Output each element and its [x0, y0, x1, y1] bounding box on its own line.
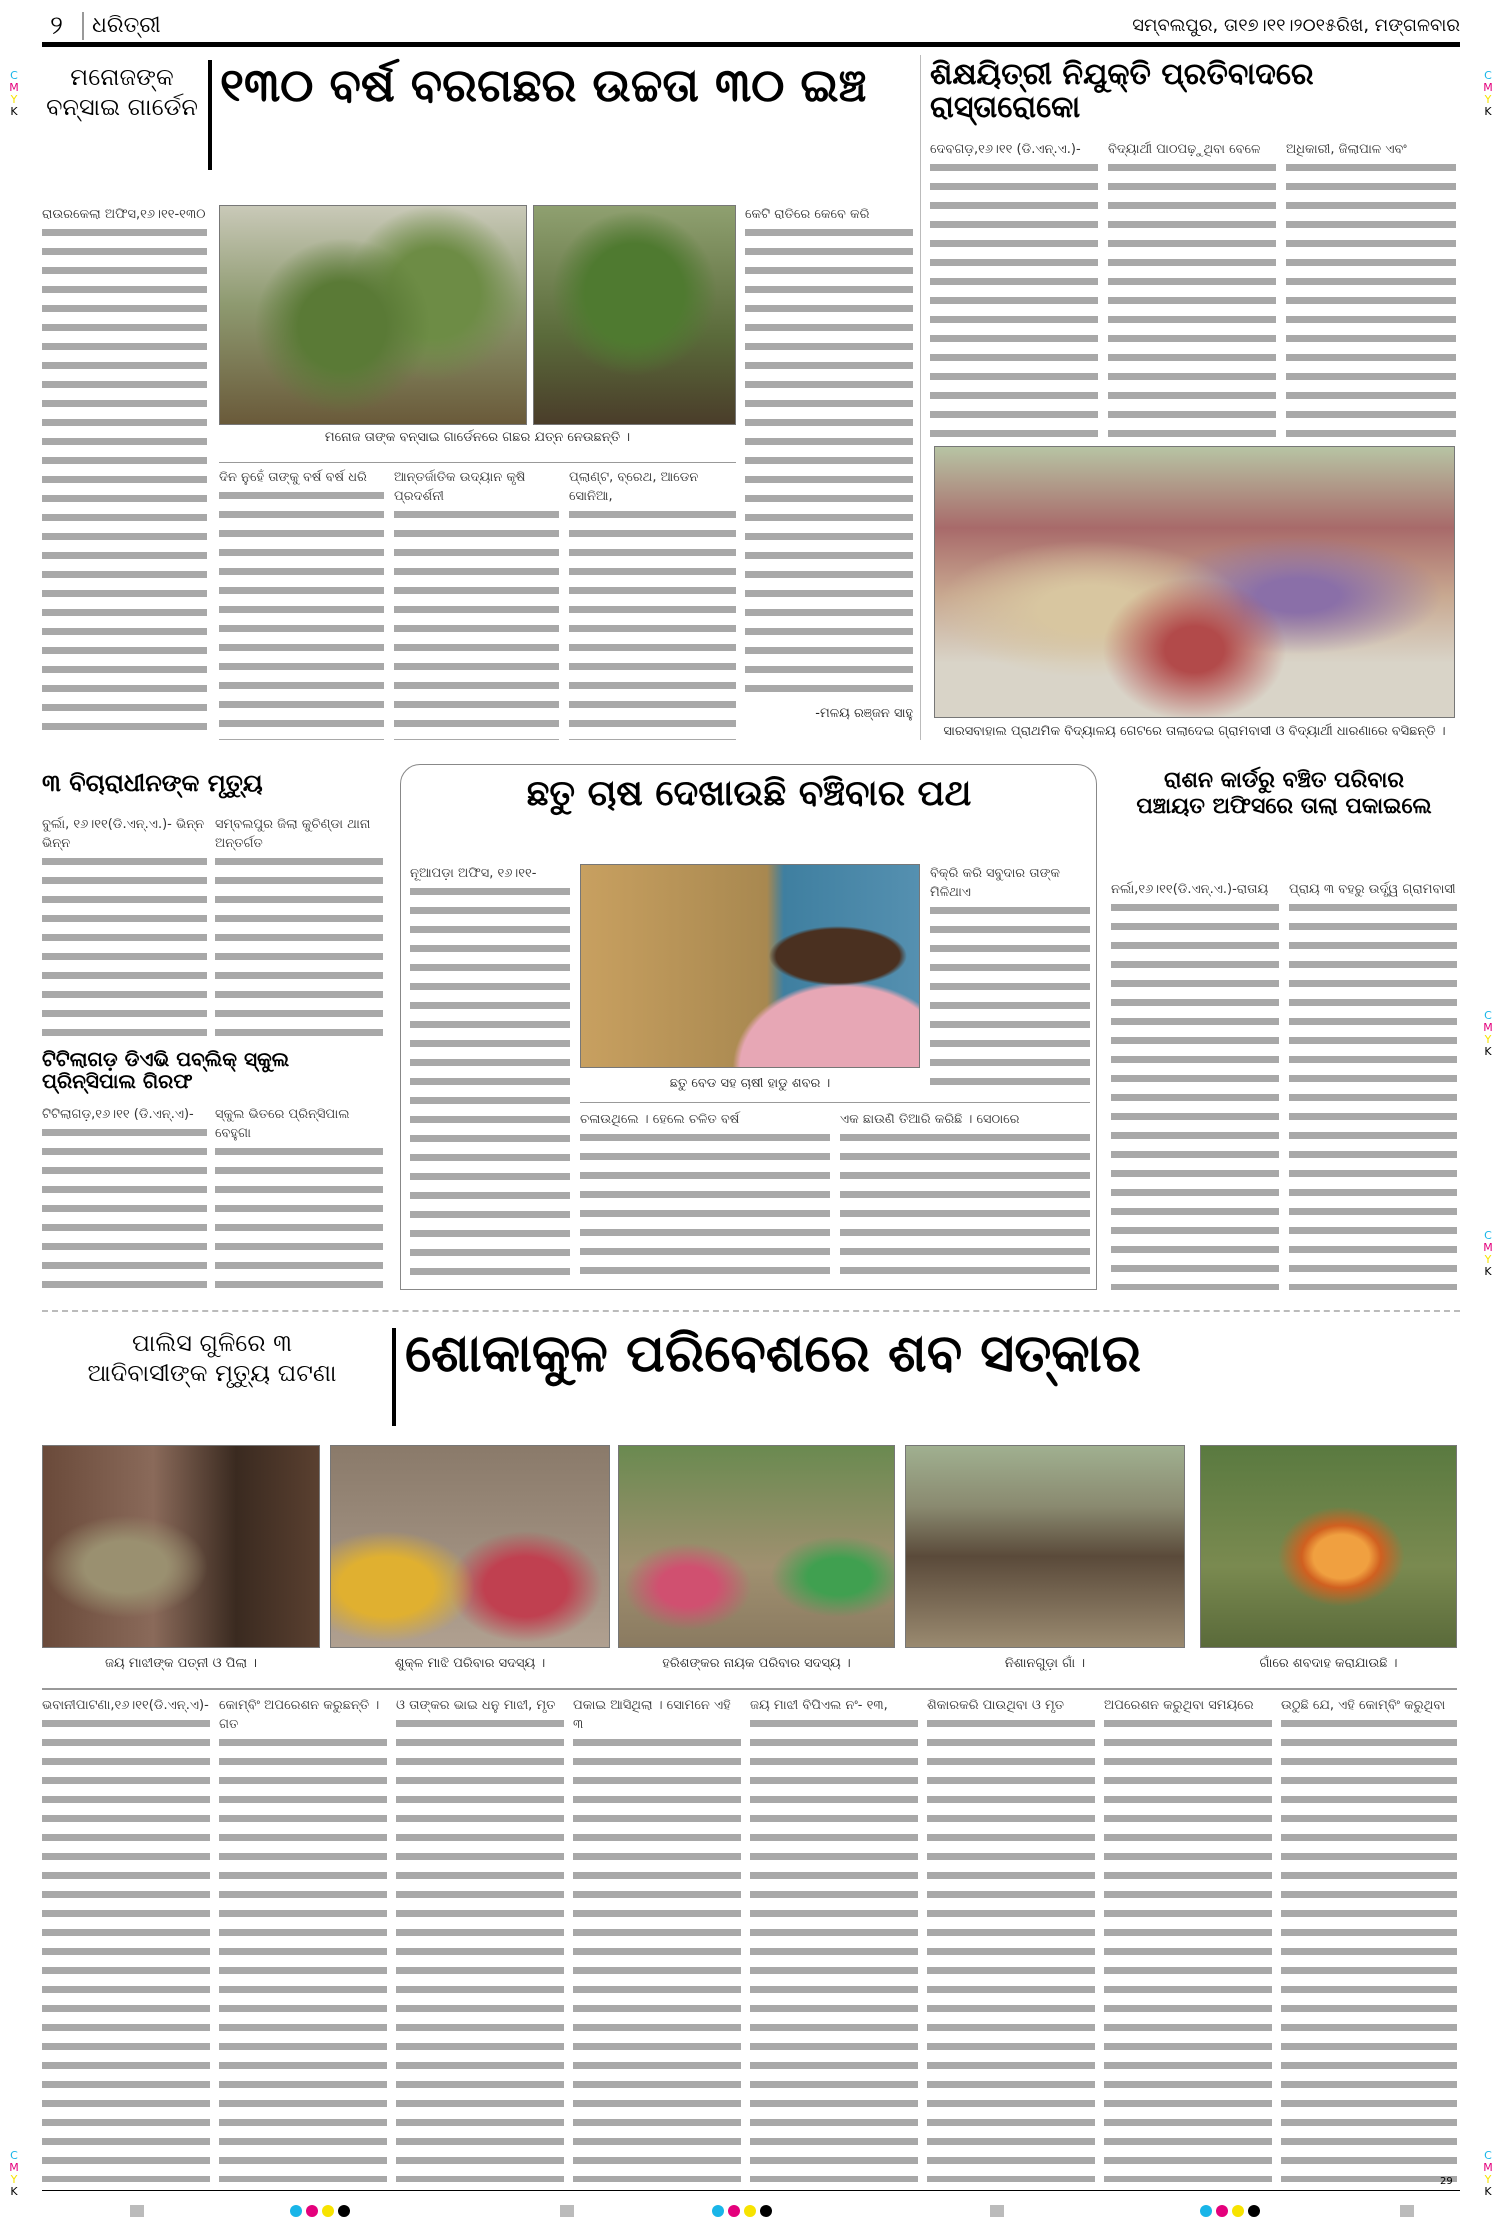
footer-rule	[42, 2190, 1460, 2191]
story5-caption: ଛତୁ ବେଡ ସହ ଚାଷୀ ହାଡୁ ଶବର ।	[669, 1076, 831, 1091]
story7-kicker-line2: ଆଦିବାସୀଙ୍କ ମୃତ୍ୟୁ ଘଟଣା	[87, 1359, 337, 1387]
story7-kicker-bar	[392, 1328, 396, 1426]
story1-kicker	[42, 62, 202, 122]
color-bar-dot	[1248, 2205, 1260, 2217]
story1-body-col3: ଆନ୍ତର୍ଜାତିକ ଉଦ୍ୟାନ କୃଷି ପ୍ରଦର୍ଶନୀ	[394, 468, 559, 740]
story6-headline-line1: ରାଶନ କାର୍ଡରୁ ବଞ୍ଚିତ ପରିବାର	[1163, 768, 1405, 793]
story2-body-col2: ବିଦ୍ୟାର୍ଥୀ ପାଠପଢ଼ୁଥିବା ବେଳେ	[1108, 140, 1276, 438]
cmyk-registration-mark: C M Y K	[1483, 1009, 1493, 1058]
caption-rule	[42, 1688, 1457, 1690]
section-divider	[42, 1310, 1460, 1312]
story1-kicker-bar	[208, 60, 212, 170]
story7-body-col5: ଜୟ ମାଝୀ ବିପିଏଲ ନଂ- ୧୩,	[750, 1696, 918, 2182]
story2-photo-protest	[934, 446, 1455, 718]
story7-kicker-line1: ପାଲିସ ଗୁଳିରେ ୩	[131, 1329, 293, 1357]
header-rule	[42, 42, 1460, 47]
section-name: ଧରିତ୍ରୀ	[92, 13, 161, 38]
story5-body-col3: ଚଳାଉଥିଲେ । ହେଲେ ଚଳିତ ବର୍ଷ	[580, 1110, 830, 1285]
story6-headline	[1111, 768, 1457, 820]
color-bar-dot	[712, 2205, 724, 2217]
dateline: ସମ୍ବଲପୁର, ତା୧୭।୧୧।୨୦୧୫ରିଖ, ମଙ୍ଗଳବାର	[1132, 15, 1460, 36]
gray-patch	[990, 2205, 1004, 2217]
color-bar-dot	[728, 2205, 740, 2217]
color-bar-dot	[1232, 2205, 1244, 2217]
story6-body-col2: ପ୍ରାୟ ୩ ବହରୁ ଉର୍ଦ୍ଧ୍ୱ ଗ୍ରାମବାସୀ	[1289, 880, 1457, 1290]
story5-body-col2: ବିକ୍ରି କରି ସବୁଦାର ତାଙ୍କ ମିଳିଥାଏ	[930, 864, 1090, 1092]
story7-body-col8: ଉଠୁଛି ଯେ, ଏହି କୋମ୍ବିଂ କରୁଥିବା	[1281, 1696, 1457, 2182]
caption-rule	[219, 462, 736, 463]
cmyk-registration-mark: C M Y K	[1483, 1229, 1493, 1278]
story7-body-col3: ଓ ତାଙ୍କର ଭାଇ ଧନୁ ମାଝୀ, ମୃତ	[396, 1696, 564, 2182]
story7-body-col7: ଅପରେଶନ କରୁଥିବା ସମୟରେ	[1104, 1696, 1272, 2182]
color-bar-dot	[1216, 2205, 1228, 2217]
story2-body-col1: ଦେବଗଡ଼,୧୬।୧୧ (ଡି.ଏନ୍.ଏ.)-	[930, 140, 1098, 438]
story2-headline: ଶିକ୍ଷୟିତ୍ରୀ ନିଯୁକ୍ତି ପ୍ରତିବାଦରେ ରାସ୍ତାରୋକୋ	[930, 57, 1314, 125]
story7-photo-3	[618, 1445, 895, 1648]
story7-photo-4	[905, 1445, 1185, 1648]
story1-kicker-line1: ମନୋଜଙ୍କ	[70, 63, 174, 91]
cmyk-registration-mark: C M Y K	[1483, 2149, 1493, 2198]
color-bar-dot	[290, 2205, 302, 2217]
gray-patch	[560, 2205, 574, 2217]
story3-body-col1: ବୁର୍ଲା, ୧୬।୧୧(ଡି.ଏନ୍.ଏ.)- ଭିନ୍ନ ଭିନ୍ନ	[42, 815, 207, 1040]
story-divider	[920, 55, 921, 740]
story7-body-col1: ଭବାନୀପାଟଣା,୧୬।୧୧(ଡି.ଏନ୍.ଏ)-	[42, 1696, 210, 2182]
color-bar-dot	[306, 2205, 318, 2217]
folio: 29	[1440, 2176, 1453, 2187]
story6-body-col1: ନର୍ଲା,୧୬।୧୧(ଡି.ଏନ୍.ଏ.)-ରାତାୟ	[1111, 880, 1279, 1290]
story2-caption: ସାରସବାହାଲ ପ୍ରାଥମିକ ବିଦ୍ୟାଳୟ ଗେଟରେ ତାଲାଦେଇ ଗ୍ରାମବାସୀ ଓ ବିଦ୍ୟାର୍ଥୀ ଧାରଣାରେ ବସିଛନ୍ତି ।	[943, 724, 1446, 739]
story3-body-col2: ସମ୍ବଲପୁର ଜିଲା କୁଚିଣ୍ଡା ଥାନା ଅନ୍ତର୍ଗତ	[215, 815, 383, 1040]
color-bar-dot	[338, 2205, 350, 2217]
story7-body-col2: କୋମ୍ବିଂ ଅପରେଶନ କରୁଛନ୍ତି । ଗତ	[219, 1696, 387, 2182]
story3-headline: ୩ ବିଚାରାଧୀନଙ୍କ ମୃତ୍ୟୁ	[42, 769, 263, 797]
story1-headline: ୧୩୦ ବର୍ଷ ବରଗଛର ଉଚ୍ଚତା ୩୦ ଇଞ୍ଚ	[220, 58, 867, 112]
story1-photo-garden	[219, 205, 527, 425]
story7-caption-3: ହରିଶଙ୍କର ନାୟକ ପରିବାର ସଦସ୍ୟ ।	[662, 1656, 851, 1671]
story5-body-col1: ନୂଆପଡ଼ା ଅଫିସ, ୧୬।୧୧-	[410, 864, 570, 1285]
story6-headline-line2: ପଞ୍ଚାୟତ ଅଫିସରେ ତାଲା ପକାଇଲେ	[1136, 794, 1432, 819]
gray-patch	[130, 2205, 144, 2217]
story1-body-col4: ପ୍ଲାଣ୍ଟ, ବ୍ରେଥ, ଆଡେନ ସୋନିଆ,	[569, 468, 736, 740]
story7-caption-4: ନିଶାନଗୁଡ଼ା ଗାଁ ।	[1004, 1656, 1086, 1671]
cmyk-registration-mark: C M Y K	[9, 69, 19, 118]
story7-kicker	[42, 1328, 382, 1388]
story5-body-col4: ଏକ ଛାଉଣି ତିଆରି କରିଛି । ସେଠାରେ	[840, 1110, 1090, 1285]
story7-headline: ଶୋକାକୁଳ ପରିବେଶରେ ଶବ ସତ୍କାର	[405, 1324, 1141, 1384]
cmyk-registration-mark: C M Y K	[9, 2149, 19, 2198]
story4-body-col2: ସ୍କୁଲ ଭିତରେ ପ୍ରିନ୍‌ସିପାଲ ବେହୁଗା	[215, 1105, 383, 1290]
color-bar-dot	[322, 2205, 334, 2217]
cmyk-registration-mark: C M Y K	[1483, 69, 1493, 118]
color-bar-dot	[744, 2205, 756, 2217]
story7-photo-2	[330, 1445, 610, 1648]
story1-body-col2: ଦିନ ନୁହେଁ ତାଙ୍କୁ ବର୍ଷ ବର୍ଷ ଧରି	[219, 468, 384, 740]
story4-body-col1: ଟିଟିଲାଗଡ଼,୧୬।୧୧ (ଡି.ଏନ୍.ଏ)-	[42, 1105, 207, 1290]
story1-body-col5: କେଟି ରାତିରେ କେବେ କରି	[745, 205, 913, 699]
story7-photo-1	[42, 1445, 320, 1648]
story7-photo-5	[1200, 1445, 1457, 1648]
story5-photo-farmer	[580, 864, 920, 1068]
story1-kicker-line2: ବନ୍‌ସାଇ ଗାର୍ଡେନ	[46, 93, 198, 121]
color-bar-dot	[760, 2205, 772, 2217]
color-bar-dot	[1200, 2205, 1212, 2217]
header-divider	[82, 12, 84, 40]
page-number: ୨	[50, 11, 63, 41]
story1-body-col1: ରାଉରକେଲା ଅଫିସ,୧୬।୧୧-୧୩୦	[42, 205, 207, 740]
story7-caption-2: ଶୁକ୍ଳ ମାଝି ପରିବାର ସଦସ୍ୟ ।	[394, 1656, 546, 1671]
story1-byline: -ମଳୟ ରଞ୍ଜନ ସାହୁ	[815, 706, 913, 721]
story5-headline: ଛତୁ ଚାଷ ଦେଖାଉଛି ବଞ୍ଚିବାର ପଥ	[526, 773, 972, 814]
story1-caption: ମନୋଜ ତାଙ୍କ ବନ୍‌ସାଇ ଗାର୍ଡେନରେ ଗଛର ଯତ୍ନ ନେଉଛନ୍ତି ।	[324, 430, 631, 445]
story7-caption-5: ଗାଁରେ ଶବଦାହ କରାଯାଉଛି ।	[1259, 1656, 1398, 1671]
story4-headline: ଟିଟିଲାଗଡ଼ ଡିଏଭି ପବ୍ଲିକ୍ ସ୍କୁଲ ପ୍ରିନ୍‌ସିପାଲ ଗିରଫ	[42, 1047, 290, 1093]
gray-patch	[1400, 2205, 1414, 2217]
story7-caption-1: ଜୟ ମାଝୀଙ୍କ ପତ୍ନୀ ଓ ପିଲା ।	[105, 1656, 257, 1671]
story2-body-col3: ଅଧିକାରୀ, ଜିଲାପାଳ ଏବଂ	[1286, 140, 1456, 438]
story7-body-col6: ଶିକାରକରି ପାଉଥିବା ଓ ମୃତ	[927, 1696, 1095, 2182]
caption-rule	[580, 1102, 1090, 1103]
story1-photo-bonsai	[533, 205, 736, 425]
story7-body-col4: ପକାଇ ଆସିଥିଲା । ସୋମନେ ଏହି ୩	[573, 1696, 741, 2182]
